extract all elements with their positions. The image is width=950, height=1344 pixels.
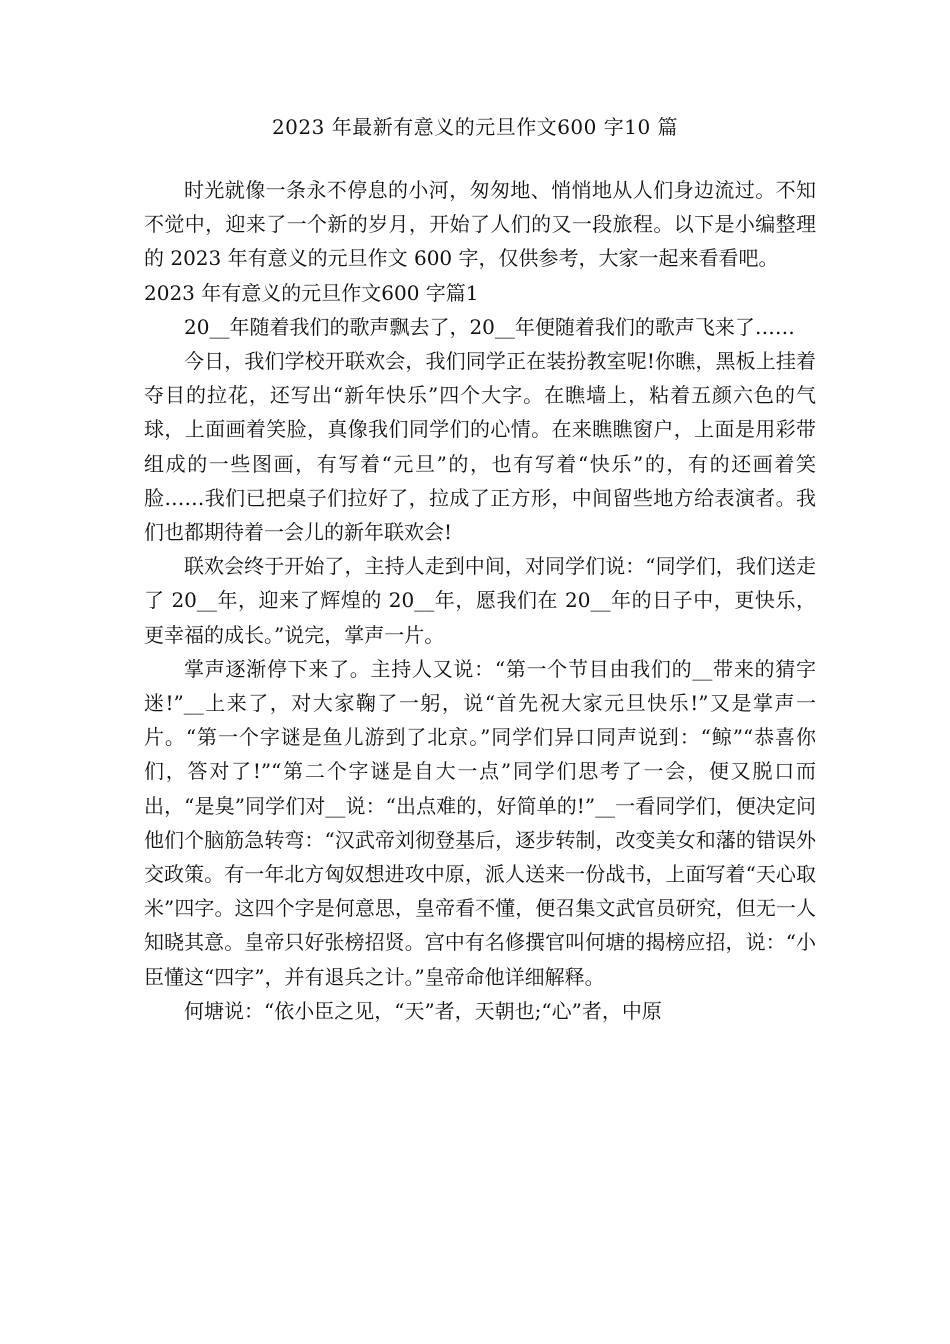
document-title: 2023 年最新有意义的元旦作文600 字10 篇 (271, 115, 679, 139)
paragraph: 20__年随着我们的歌声飘去了，20__年便随着我们的歌声飞来了…… (184, 314, 795, 339)
paragraph: 时光就像一条永不停息的小河，匆匆地、悄悄地从人们身边流过。不知不觉中，迎来了一个新的岁月，开始了人们的又一段旅程。以下是小编整理的 2023 年有意义的元旦作文 600 字，仅供参考，大家一起来看看吧。 (144, 178, 816, 271)
paragraph: 掌声逐渐停下来了。主持人又说：“第一个节目由我们的__带来的猜字迷!”__上来了，对大家鞠了一躬，说“首先祝大家元旦快乐!”又是掌声一片。“第一个字谜是鱼儿游到了北京。”同学们异口同声说到：“鲸”“恭喜你们，答对了!”“第二个字谜是自大一点”同学们思考了一会，便又脱口而出，“是臭”同学们对__说：“出点难的，好简单的!”__一看同学们，便决定问他们个脑筋急转弯：“汉武帝刘彻登基后，逐步转制，改变美女和藩的错误外交政策。有一年北方匈奴想进攻中原，派人送来一份战书，上面写着“天心取米”四字。这四个字是何意思，皇帝看不懂，便召集文武官员研究，但无一人知晓其意。皇帝只好张榜招贤。宫中有名修撰官叫何塘的揭榜应招，说：“小臣懂这“四字”，并有退兵之计。”皇帝命他详细解释。 (144, 656, 816, 989)
document-body (144, 173, 816, 1028)
paragraph: 联欢会终于开始了，主持人走到中间，对同学们说：“同学们，我们送走了 20__年，迎来了辉煌的 20__年，愿我们在 20__年的日子中，更快乐，更幸福的成长。”说完，掌声一片。 (144, 554, 816, 647)
section-heading: 2023 年有意义的元旦作文600 字篇1 (144, 280, 479, 305)
paragraph: 今日，我们学校开联欢会，我们同学正在装扮教室呢!你瞧，黑板上挂着夺目的拉花，还写出“新年快乐”四个大字。在瞧墙上，粘着五颜六色的气球，上面画着笑脸，真像我们同学们的心情。在来瞧瞧窗户，上面是用彩带组成的一些图画，有写着“元旦”的，也有写着“快乐”的，有的还画着笑脸……我们已把桌子们拉好了，拉成了正方形，中间留些地方给表演者。我们也都期待着一会儿的新年联欢会! (144, 349, 816, 545)
paragraph: 何塘说：“依小臣之见，“天”者，天朝也;“心”者，中原 (184, 998, 662, 1023)
